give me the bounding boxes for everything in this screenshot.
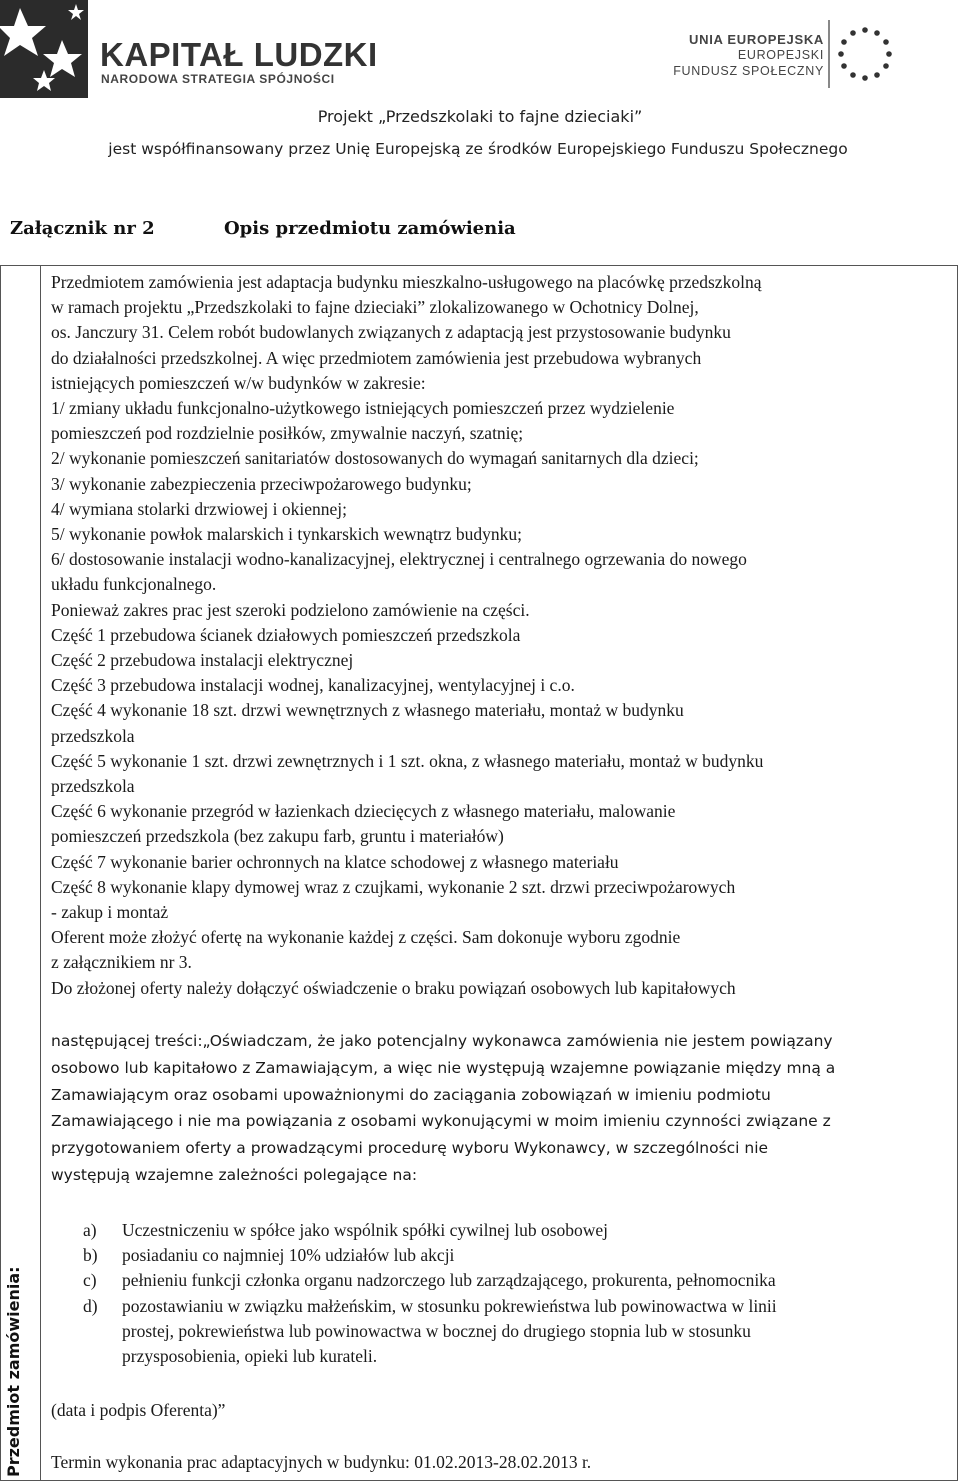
body-line: 2/ wykonanie pomieszczeń sanitariatów dostosowanych do wymagań sanitarnych dla dzieci;	[51, 448, 699, 469]
body-line: pomieszczeń pod rozdzielnie posiłków, zmywalnie naczyń, szatnię;	[51, 423, 524, 444]
body-line: 1/ zmiany układu funkcjonalno-użytkowego istniejących pomieszczeń przez wydzielenie	[51, 398, 675, 418]
body-line: Część 1 przebudowa ścianek działowych pomieszczeń przedszkola	[51, 624, 521, 645]
body-line: istniejących pomieszczeń w/w budynków w zakresie:	[51, 372, 426, 393]
list-item-letter: b)	[83, 1245, 98, 1266]
project-line: Projekt „Przedszkolaki to fajne dzieciaki”	[317, 107, 643, 126]
body-line: Część 2 przebudowa instalacji elektrycznej	[51, 650, 354, 670]
table-column-divider	[40, 265, 41, 1481]
kapital-ludzki-emblem-icon	[0, 0, 100, 100]
cofinance-line: jest współfinansowany przez Unię Europejską ze środków Europejskiego Funduszu Społecznego	[108, 140, 848, 158]
deadline-footer: Termin wykonania prac adaptacyjnych w budynku: 01.02.2013-28.02.2013 r.	[51, 1452, 592, 1472]
kapital-ludzki-logo	[0, 0, 378, 100]
eu-logo-line2: EUROPEJSKI	[737, 48, 824, 62]
side-label: Przedmiot zamówienia:	[4, 1266, 23, 1477]
statement-line: osobowo lub kapitałowo z Zamawiającym, a więc nie występują wzajemne powiązanie między mną a	[51, 1058, 836, 1077]
body-line: Do złożonej oferty należy dołączyć oświadczenie o braku powiązań osobowych lub kapitałowych	[51, 977, 736, 998]
body-line: 6/ dostosowanie instalacji wodno-kanalizacyjnej, elektrycznej i centralnego ogrzewania do nowego	[51, 549, 747, 570]
statement-line: następującej treści:„Oświadczam, że jako potencjalny wykonawca zamówienia nie jestem powiązany	[51, 1032, 833, 1050]
body-line: Część 3 przebudowa instalacji wodnej, kanalizacyjnej, wentylacyjnej i c.o.	[51, 675, 575, 696]
list-item-text: prostej, pokrewieństwa lub powinowactwa w bocznej do drugiego stopnia lub w stosunku	[122, 1320, 751, 1341]
body-line: do działalności przedszkolnej. A więc przedmiotem zamówienia jest przebudowa wybranych	[51, 347, 702, 368]
body-line: Część 5 wykonanie 1 szt. drzwi zewnętrznych i 1 szt. okna, z własnego materiału, montaż w budynku	[51, 750, 764, 771]
eu-logo-line3: FUNDUSZ SPOŁECZNY	[673, 64, 824, 78]
attachment-number: Załącznik nr 2	[10, 218, 155, 239]
statement-line: przygotowaniem oferty a prowadzącymi procedurę wyboru Wykonawcy, w szczególności nie	[51, 1139, 769, 1158]
title-row	[0, 214, 960, 250]
body-line: - zakup i montaż	[51, 902, 169, 922]
eu-stars-icon	[834, 24, 896, 84]
body-line: przedszkola	[51, 776, 135, 796]
statement-line: występują wzajemne zależności polegające na:	[51, 1166, 418, 1184]
list-item-text: posiadaniu co najmniej 10% udziałów lub akcji	[122, 1245, 455, 1266]
body-line: Ponieważ zakres prac jest szeroki podzielono zamówienie na części.	[51, 599, 530, 620]
body-line: 5/ wykonanie powłok malarskich i tynkarskich wewnątrz budynku;	[51, 524, 522, 544]
body-line: układu funkcjonalnego.	[51, 574, 217, 595]
eu-logo-line1: UNIA EUROPEJSKA	[689, 32, 824, 47]
body-line: Część 4 wykonanie 18 szt. drzwi wewnętrznych z własnego materiału, montaż w budynku	[51, 700, 684, 721]
list-item-letter: d)	[83, 1295, 98, 1316]
body-line: Część 8 wykonanie klapy dymowej wraz z czujkami, wykonanie 2 szt. drzwi przeciwpożarowych	[51, 876, 736, 897]
table-right-border	[957, 265, 958, 1481]
body-line: pomieszczeń przedszkola (bez zakupu farb, gruntu i materiałów)	[51, 826, 504, 847]
body-line: z załącznikiem nr 3.	[51, 952, 192, 973]
body-line: Część 6 wykonanie przegród w łazienkach dziecięcych z własnego materiału, malowanie	[51, 801, 676, 822]
body-line: Przedmiotem zamówienia jest adaptacja budynku mieszkalno-usługowego na placówkę przedszkolną	[51, 272, 762, 292]
list-item-text: pełnieniu funkcji członka organu nadzorczego lub zarządzającego, prokurenta, pełnomocnika	[122, 1270, 776, 1291]
statement-line: Zamawiającym oraz osobami upoważnionymi do zaciągania zobowiązań w imieniu podmiotu	[51, 1085, 771, 1104]
body-line: Część 7 wykonanie barier ochronnych na klatce schodowej z własnego materiału	[51, 851, 619, 872]
list-item-text: przysposobienia, opieki lub kurateli.	[122, 1345, 378, 1366]
logo-title: KAPITAŁ LUDZKI	[100, 36, 378, 73]
body-line: przedszkola	[51, 725, 135, 746]
signature-line: (data i podpis Oferenta)”	[51, 1400, 226, 1420]
list-item-letter: a)	[83, 1220, 97, 1240]
eu-flag	[828, 20, 900, 88]
logo-subtitle: NARODOWA STRATEGIA SPÓJNOŚCI	[101, 72, 335, 86]
list-item-text: pozostawianiu w związku małżeńskim, w stosunku pokrewieństwa lub powinowactwa w linii	[122, 1295, 777, 1316]
statement-line: Zamawiającego i nie ma powiązania z osobami wykonującymi w moim imieniu czynności związane z	[51, 1112, 831, 1131]
body-line: 3/ wykonanie zabezpieczenia przeciwpożarowego budynku;	[51, 473, 472, 494]
body-line: os. Janczury 31. Celem robót budowlanych związanych z adaptacją jest przystosowanie budynku	[51, 322, 731, 343]
list-item-text: Uczestniczeniu w spółce jako wspólnik spółki cywilnej lub osobowej	[122, 1220, 609, 1240]
body-line: Oferent może złożyć ofertę na wykonanie każdej z części. Sam dokonuje wyboru zgodnie	[51, 927, 681, 948]
eu-logo	[640, 18, 940, 88]
document-header	[0, 0, 960, 180]
document-title: Opis przedmiotu zamówienia	[224, 218, 516, 239]
body-line: w ramach projektu „Przedszkolaki to fajne dzieciaki” zlokalizowanego w Ochotnicy Dolnej,	[51, 297, 699, 318]
body-line: 4/ wymiana stolarki drzwiowej i okiennej;	[51, 498, 347, 519]
list-item-letter: c)	[83, 1270, 97, 1291]
